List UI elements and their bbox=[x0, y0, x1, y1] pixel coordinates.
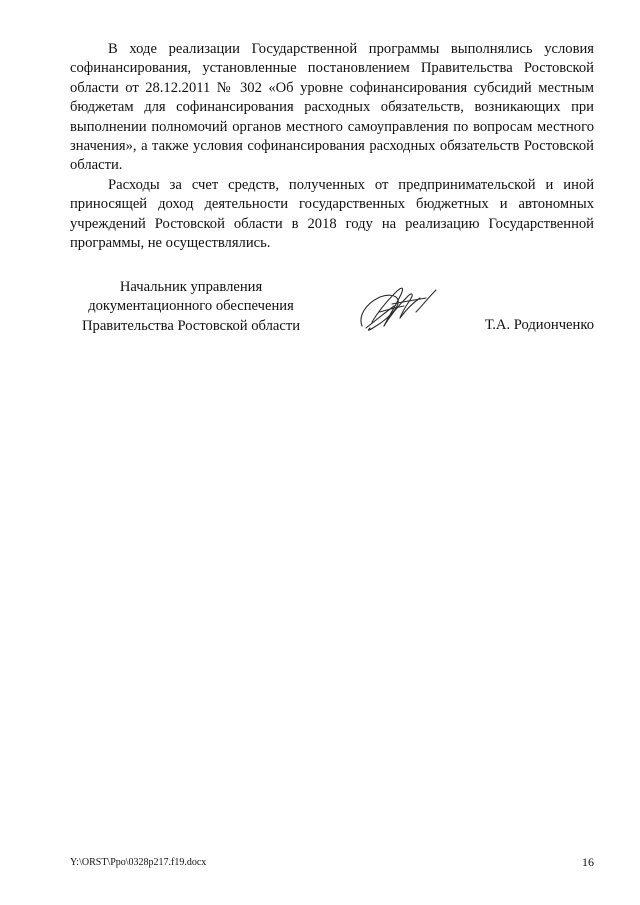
paragraph-cofinancing: В ходе реализации Государственной программы выполнялись условия софинансирования, установленные постановлением Правительства Ростовской области от 28.12.2011 № 302 «Об уровне софинансирования субсидий местным бюджетам для софинансирования расходных обязательств, возникающих при выполнении полномочий органов местного самоуправления по вопросам местного значения», а также условия софинансирования расходных обязательств Ростовской области. bbox=[70, 41, 594, 174]
position-line: Правительства Ростовской области bbox=[81, 317, 301, 334]
signature-block bbox=[66, 278, 600, 368]
position-line: документационного обеспечения bbox=[88, 298, 294, 315]
signer-position bbox=[66, 278, 316, 336]
position-line: Начальник управления bbox=[119, 279, 263, 295]
handwritten-signature bbox=[356, 282, 442, 338]
signer-name: Т.А. Родионченко bbox=[484, 317, 594, 333]
document-body bbox=[70, 40, 594, 253]
page-number: 16 bbox=[582, 855, 594, 869]
paragraph-expenses: Расходы за счет средств, полученных от предпринимательской и иной приносящей доход деятельности государственных бюджетных и автономных учреждений Ростовской области в 2018 году на реализацию Государственной программы, не осуществлялись. bbox=[70, 176, 594, 252]
footer-file-path: Y:\ORST\Ppo\0328p217.f19.docx bbox=[70, 857, 207, 868]
